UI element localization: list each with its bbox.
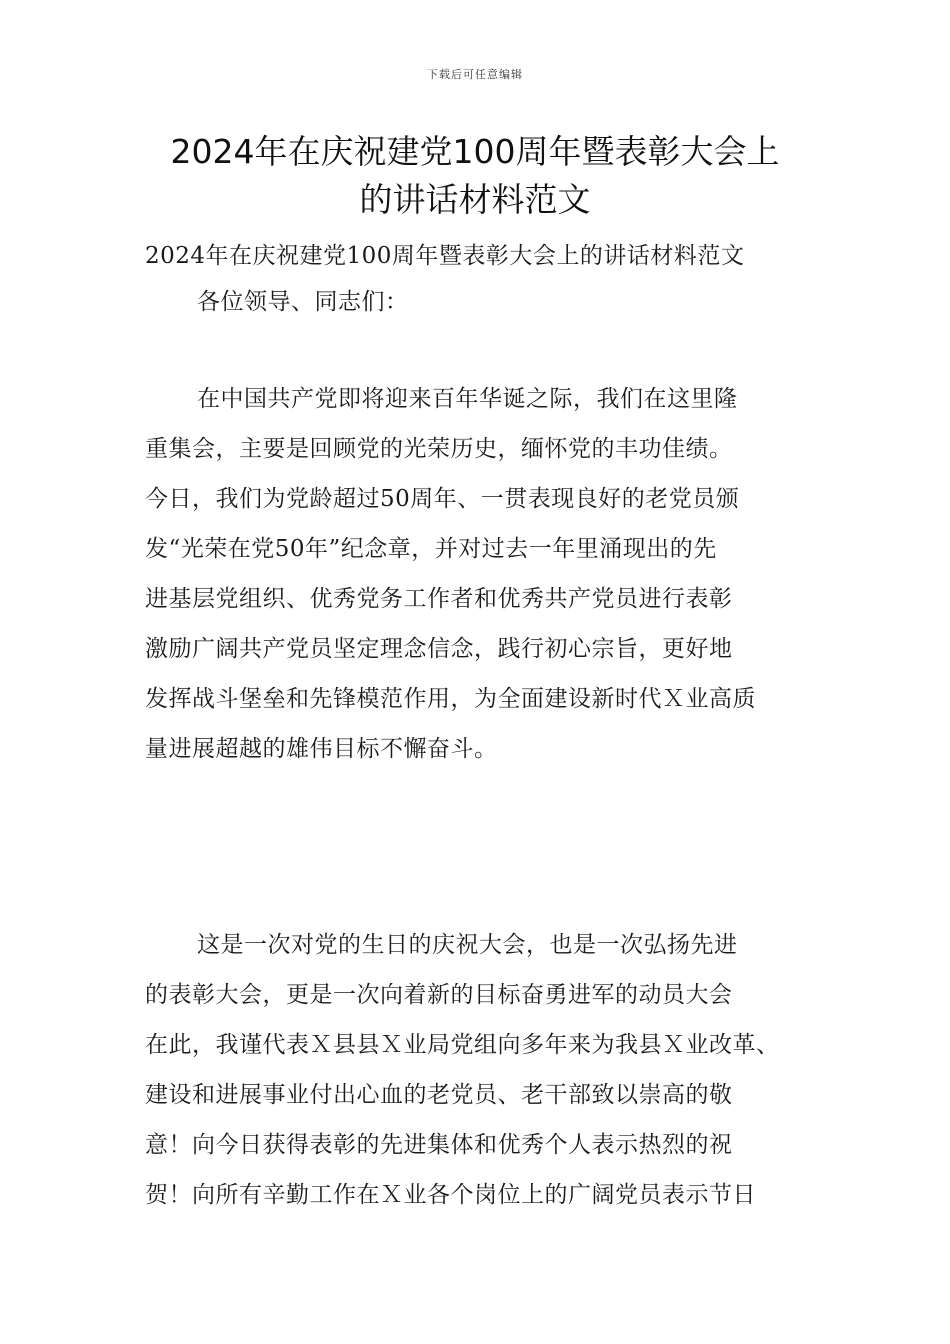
paragraph-line: 建设和进展事业付出心血的老党员、老干部致以崇高的敬 — [145, 1082, 733, 1108]
subtitle-text: 2024年在庆祝建党100周年暨表彰大会上的讲话材料范文 — [145, 243, 745, 269]
title-line-2: 的讲话材料范文 — [359, 180, 591, 219]
paragraph-line: 发挥战斗堡垒和先锋模范作用，为全面建设新时代Ｘ业高质 — [145, 686, 756, 712]
paragraph-line: 今日，我们为党龄超过50周年、一贯表现良好的老党员颁 — [145, 486, 740, 512]
paragraph-line: 在此，我谨代表Ｘ县县Ｘ业局党组向多年来为我县Ｘ业改革、 — [145, 1032, 780, 1058]
paragraph-line: 贺！向所有辛勤工作在Ｘ业各个岗位上的广阔党员表示节日 — [145, 1182, 756, 1208]
salutation — [145, 277, 815, 327]
paragraph-line: 的表彰大会，更是一次向着新的目标奋勇进军的动员大会 — [145, 982, 733, 1008]
paragraph-line: 在中国共产党即将迎来百年华诞之际，我们在这里隆 — [197, 386, 738, 412]
document-subtitle — [145, 231, 815, 281]
paragraph-line: 量进展超越的雄伟目标不懈奋斗。 — [145, 736, 498, 762]
paragraph-1 — [145, 374, 815, 774]
page-header-note: 下载后可任意编辑 — [427, 68, 523, 81]
paragraph-line: 进基层党组织、优秀党务工作者和优秀共产党员进行表彰 — [145, 586, 733, 612]
paragraph-line: 激励广阔共产党员坚定理念信念，践行初心宗旨，更好地 — [145, 636, 733, 662]
paragraph-line: 这是一次对党的生日的庆祝大会，也是一次弘扬先进 — [197, 932, 738, 958]
title-line-1: 2024年在庆祝建党100周年暨表彰大会上 — [170, 132, 780, 171]
document-title — [120, 128, 830, 224]
paragraph-line: 发“光荣在党50年”纪念章，并对过去一年里涌现出的先 — [145, 536, 717, 562]
paragraph-2 — [145, 920, 815, 1220]
paragraph-line: 重集会，主要是回顾党的光荣历史，缅怀党的丰功佳绩。 — [145, 436, 733, 462]
paragraph-line: 意！向今日获得表彰的先进集体和优秀个人表示热烈的祝 — [145, 1132, 733, 1158]
salutation-text: 各位领导、同志们： — [197, 289, 409, 315]
